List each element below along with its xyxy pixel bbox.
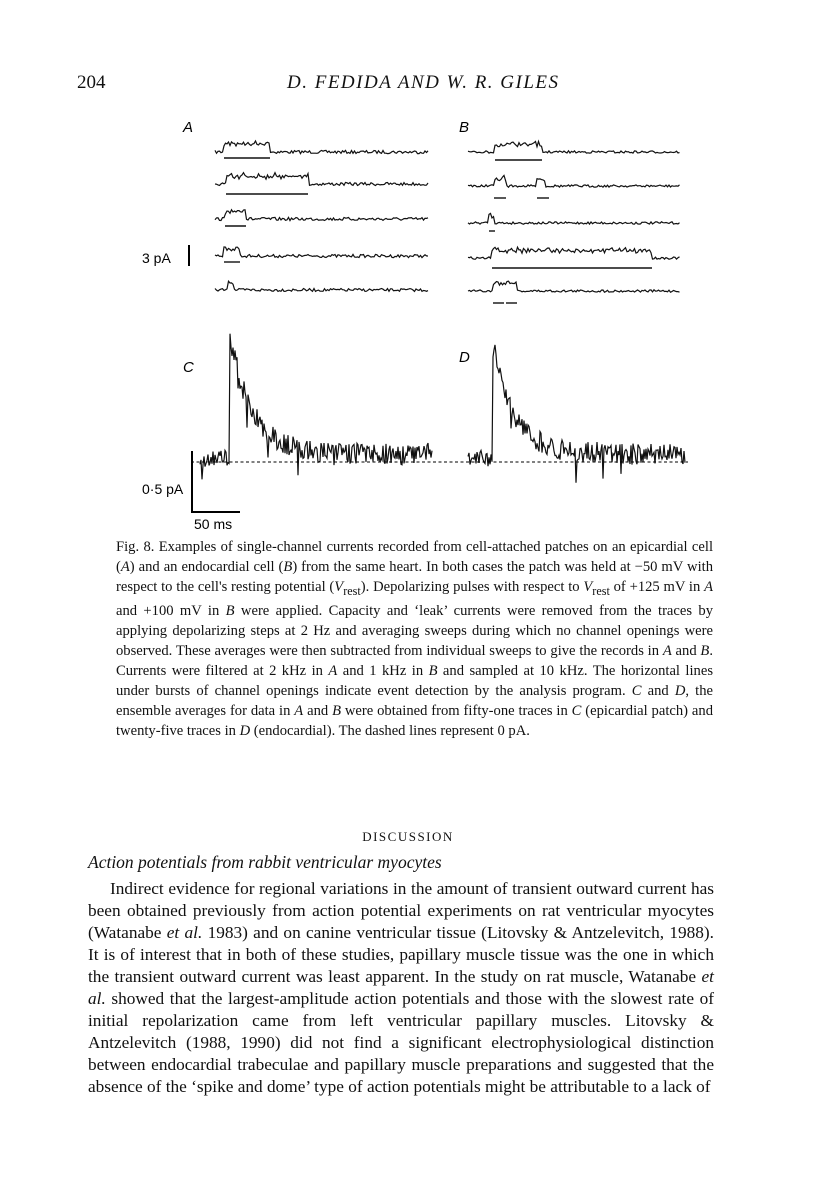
panel-a-traces [215,141,428,291]
page-number: 204 [77,72,106,93]
panel-c-ensemble [200,334,432,480]
subsection-title: Action potentials from rabbit ventricular myocytes [88,852,442,872]
trace-a4 [215,247,428,258]
trace-b3 [468,213,680,224]
panel-label-a: A [183,119,194,136]
panel-label-b: B [459,119,470,136]
trace-a3 [215,210,428,221]
running-header-authors: D. FEDIDA AND W. R. GILES [287,72,560,93]
trace-b5 [468,281,680,292]
body-text [88,878,714,1098]
body-paragraph: Indirect evidence for regional variations in the amount of transient outward current has been obtained previously from action potential experiments on rat ventricular myocytes (Watanabe et al. 1983) and on canine ventricular tissue (Litovsky & Antzelevitch, 1988). It is of interest that in both of these studies, papillary muscle tissue was the one in which the transient outward current was least apparent. In the study on rat muscle, Watanabe et al. showed that the largest-amplitude action potentials and those with the slowest rate of initial repolarization came from left ventricular papillary muscles. Litovsky & Antzelevitch (1988, 1990) did not find a significant electrophysiological distinction between endocardial trabeculae and papillary muscle preparations and suggested that the absence of the ‘spike and dome’ type of action potentials might be attributable to a lack of [88,879,714,1096]
trace-b1 [468,141,680,153]
panel-label-d: D [459,349,470,366]
scale-label-50ms: 50 ms [194,516,233,532]
scale-label-3pa: 3 pA [142,250,171,266]
figure-caption: Fig. 8. Examples of single-channel currents recorded from cell-attached patches on an epicardial cell (A) and an endocardial cell (B) from the same heart. In both cases the patch was held at −50 mV with respect to the cell's resting potential $(V_{rest})$. Depolarizing pulses with respect to $V_{rest}$ of +125 mV in A and +100 mV in B were applied. Capacity and ‘leak’ currents were removed from the traces by applying depolarizing steps at 2 Hz and averaging sweeps during which no channel openings were observed. These averages were then subtracted from individual sweeps to give the records in A and B. Currents were filtered at 2 kHz in A and 1 kHz in B and sampled at 10 kHz. The horizontal lines under bursts of channel openings indicate event detection by the analysis program. C and D, the ensemble averages for data in A and B were obtained from fifty-one traces in C (epicardial patch) and twenty-five traces in D (endocardial). The dashed lines represent 0 pA. [116,539,714,739]
scale-label-05pa: 0·5 pA [142,481,184,497]
ensemble-trace-c [200,334,432,480]
figure-8 [0,0,816,560]
panel-b-traces [468,141,680,303]
trace-b4 [468,247,680,259]
section-title: DISCUSSION [362,829,454,844]
trace-a1 [215,141,428,154]
trace-b2 [468,175,680,187]
trace-a2 [215,173,428,186]
panel-label-c: C [183,359,194,376]
trace-a5 [215,281,428,291]
